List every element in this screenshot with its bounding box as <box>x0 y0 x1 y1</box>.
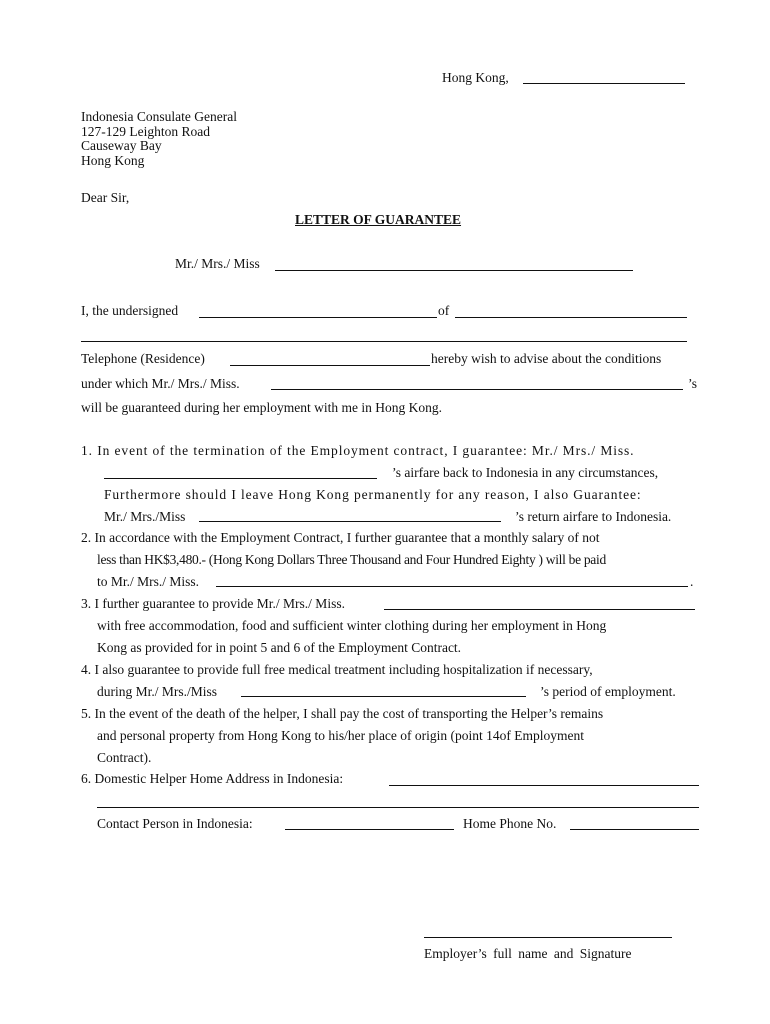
place-label: Hong Kong, <box>442 70 509 85</box>
item-2-line-3: to Mr./ Mrs./ Miss. <box>97 574 200 589</box>
address-line-1: Indonesia Consulate General <box>81 109 237 124</box>
telephone-label: Telephone (Residence) <box>81 351 205 366</box>
item-3-line-3: Kong as provided for in point 5 and 6 of the Employment Contract. <box>97 640 462 655</box>
item-4-line-2a: during Mr./ Mrs./Miss <box>97 684 218 699</box>
item-6-line-1: 6. Domestic Helper Home Address in Indonesia: <box>81 771 344 786</box>
item-1-name-field-2[interactable] <box>199 521 501 522</box>
signature-label: Employer’s full name and Signature <box>424 946 632 961</box>
item-5-line-3: Contract). <box>97 750 152 765</box>
item-2-line-1: 2. In accordance with the Employment Contract, I further guarantee that a monthly salary of not <box>81 530 600 545</box>
helper-name-field[interactable] <box>275 270 633 271</box>
employer-name-field[interactable] <box>199 317 437 318</box>
home-address-field-2[interactable] <box>97 807 699 808</box>
item-2-dot: . <box>690 574 694 589</box>
contact-person-field[interactable] <box>285 829 454 830</box>
item-2-name-field[interactable] <box>216 586 688 587</box>
item-2-line-2: less than HK$3,480.- (Hong Kong Dollars Three Thousand and Four Hundred Eighty ) will be paid <box>97 552 606 567</box>
item-1-line-4a: Mr./ Mrs./Miss <box>104 509 186 524</box>
item-1-line-1: 1. In event of the termination of the Employment contract, I guarantee: Mr./ Mrs./ Miss. <box>81 443 635 458</box>
undersigned-label: I, the undersigned <box>81 303 179 318</box>
employer-address-field-2[interactable] <box>81 341 687 342</box>
item-4-line-2b: ’s period of employment. <box>540 684 676 699</box>
item-1-line-3: Furthermore should I leave Hong Kong permanently for any reason, I also Guarantee: <box>104 487 642 502</box>
item-4-name-field[interactable] <box>241 696 526 697</box>
item-3-name-field[interactable] <box>384 609 695 610</box>
item-1-line-4b: ’s return airfare to Indonesia. <box>515 509 672 524</box>
home-phone-field[interactable] <box>570 829 699 830</box>
guaranteed-text: will be guaranteed during her employment with me in Hong Kong. <box>81 400 443 415</box>
employer-address-field[interactable] <box>455 317 687 318</box>
under-which-text: under which Mr./ Mrs./ Miss. <box>81 376 240 391</box>
telephone-field[interactable] <box>230 365 430 366</box>
possessive-mark: ’s <box>688 376 698 391</box>
home-phone-label: Home Phone No. <box>463 816 557 831</box>
helper-name-field-2[interactable] <box>271 389 683 390</box>
salutation: Dear Sir, <box>81 190 130 205</box>
item-3-line-2: with free accommodation, food and sufficient winter clothing during her employment in Hong <box>97 618 607 633</box>
item-1-line-2: ’s airfare back to Indonesia in any circumstances, <box>392 465 659 480</box>
contact-person-label: Contact Person in Indonesia: <box>97 816 253 831</box>
signature-line[interactable] <box>424 937 672 938</box>
address-line-3: Causeway Bay <box>81 138 162 153</box>
address-line-4: Hong Kong <box>81 153 145 168</box>
hereby-text: hereby wish to advise about the conditions <box>431 351 662 366</box>
item-4-line-1: 4. I also guarantee to provide full free medical treatment including hospitalization if necessary, <box>81 662 593 677</box>
item-5-line-1: 5. In the event of the death of the helper, I shall pay the cost of transporting the Helper’s remains <box>81 706 604 721</box>
date-field[interactable] <box>523 83 685 84</box>
item-3-line-1: 3. I further guarantee to provide Mr./ Mrs./ Miss. <box>81 596 345 611</box>
item-5-line-2: and personal property from Hong Kong to his/her place of origin (point 14of Employment <box>97 728 585 743</box>
honorific-label: Mr./ Mrs./ Miss <box>175 256 260 271</box>
home-address-field[interactable] <box>389 785 699 786</box>
of-label: of <box>438 303 450 318</box>
letter-title: LETTER OF GUARANTEE <box>295 212 462 227</box>
item-1-name-field[interactable] <box>104 478 377 479</box>
address-line-2: 127-129 Leighton Road <box>81 124 210 139</box>
